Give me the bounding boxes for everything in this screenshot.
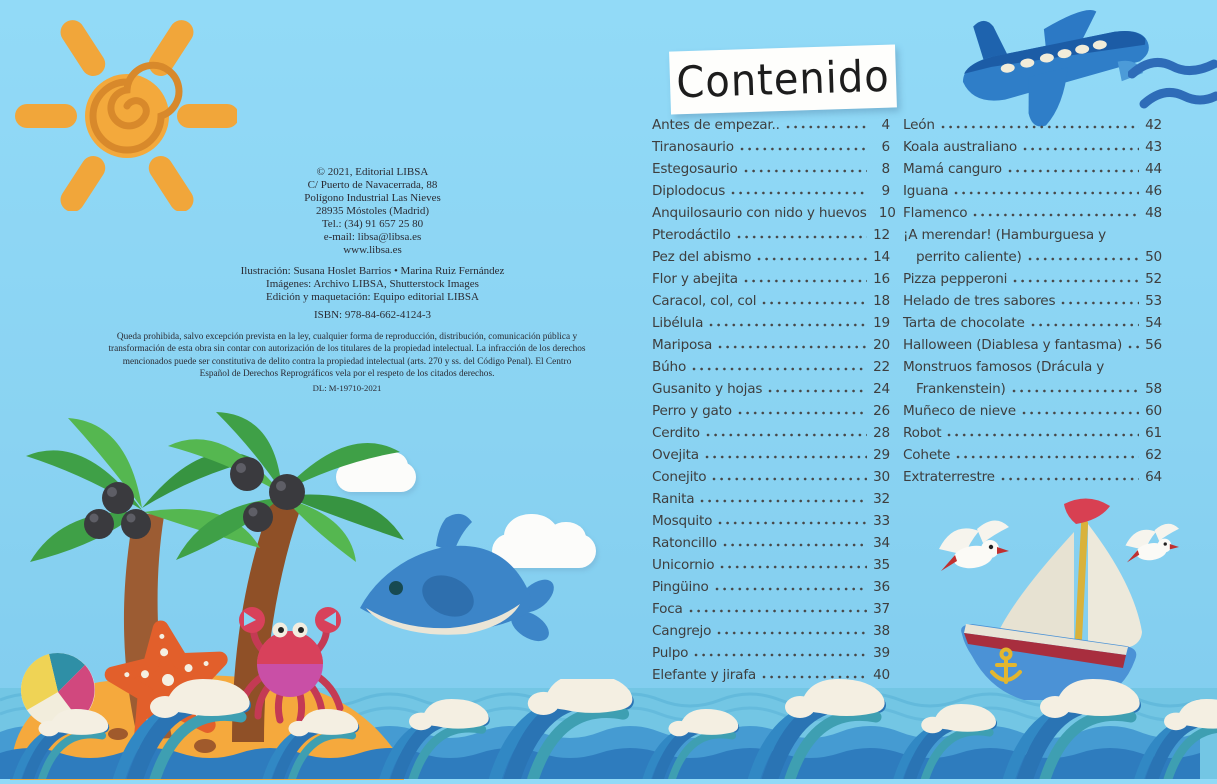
- credits-line: Ilustración: Susana Hoslet Barrios • Marina Ruiz Fernández: [240, 265, 505, 277]
- toc-entry-label: Anquilosaurio con nido y huevos: [652, 205, 867, 221]
- dot-leader: [1031, 323, 1139, 327]
- toc-entry: [652, 375, 890, 397]
- dot-leader: [762, 675, 867, 679]
- dolphin-illustration: [350, 498, 565, 662]
- toc-entry-page: 24: [873, 381, 890, 397]
- toc-entry: [903, 155, 1162, 177]
- toc-entry-label: Ratoncillo: [652, 535, 717, 551]
- toc-entry-label: Foca: [652, 601, 683, 617]
- toc-entry-page: 54: [1145, 315, 1162, 331]
- toc-entry-page: 37: [873, 601, 890, 617]
- toc-entry-page: 30: [873, 469, 890, 485]
- toc-entry: [652, 133, 890, 155]
- legal-line: Español de Derechos Reprográficos vela por el respeto de los citados derechos.: [199, 369, 495, 380]
- dot-leader: [1008, 169, 1139, 173]
- dot-leader: [1012, 389, 1139, 393]
- legal-line: Queda prohibida, salvo excepción prevista en la ley, cualquier forma de reproducción, distribución, comunicación pública y: [116, 332, 578, 342]
- toc-entry-page: 22: [873, 359, 890, 375]
- dot-leader: [715, 587, 867, 591]
- toc-entry-page: 14: [873, 249, 890, 265]
- toc-entry-label: Iguana: [903, 183, 949, 199]
- imprint-line: Tel.: (34) 91 657 25 80: [321, 218, 424, 230]
- toc-entry-page: 29: [873, 447, 890, 463]
- toc-entry-page: 4: [881, 117, 890, 133]
- toc-entry-label: Ranita: [652, 491, 695, 507]
- toc-entry-label: ¡A merendar! (Hamburguesa y: [903, 227, 1106, 243]
- toc-entry-label: Mariposa: [652, 337, 713, 353]
- toc-entry-label: Búho: [652, 359, 687, 375]
- toc-entry-page: 10: [878, 205, 896, 221]
- imprint-line: Polígono Industrial Las Nieves: [304, 192, 441, 204]
- toc-entry: [652, 639, 890, 661]
- toc-entry-page: 61: [1145, 425, 1162, 441]
- toc-entry-label: Helado de tres sabores: [903, 293, 1056, 309]
- toc-entry-label: Cerdito: [652, 425, 700, 441]
- toc-entry-page: 18: [873, 293, 890, 309]
- toc-entry: [903, 419, 1162, 441]
- dot-leader: [947, 433, 1139, 437]
- boat-flag: [1064, 498, 1110, 524]
- toc-entry: [652, 551, 890, 573]
- toc-entry: [652, 309, 890, 331]
- toc-entry-page: 40: [873, 667, 890, 683]
- imprint-line: © 2021, Editorial LIBSA: [316, 166, 429, 178]
- isbn-line: ISBN: 978-84-662-4124-3: [313, 309, 432, 321]
- dot-leader: [1013, 279, 1139, 283]
- toc-entry-label: Libélula: [652, 315, 704, 331]
- toc-entry-label: Mosquito: [652, 513, 713, 529]
- toc-entry-page: 26: [873, 403, 890, 419]
- toc-entry-page: 36: [873, 579, 890, 595]
- toc-entry: [652, 595, 890, 617]
- toc-entry-page: 35: [873, 557, 890, 573]
- toc-entry-page: 58: [1145, 381, 1162, 397]
- toc-entry-label: Caracol, col, col: [652, 293, 757, 309]
- toc-entry: [903, 199, 1162, 221]
- dot-leader: [694, 653, 867, 657]
- toc-entry-page: 43: [1145, 139, 1162, 155]
- toc-entry: [652, 529, 890, 551]
- breaking-waves-illustration: [0, 679, 1217, 783]
- toc-entry-label: Tarta de chocolate: [903, 315, 1025, 331]
- dot-leader: [973, 213, 1139, 217]
- toc-entry: [652, 111, 890, 133]
- dot-leader: [744, 279, 867, 283]
- toc-entry-label: Muñeco de nieve: [903, 403, 1016, 419]
- toc-entry: [652, 199, 896, 221]
- toc-entry-label: Cohete: [903, 447, 951, 463]
- toc-left-column: [652, 111, 896, 683]
- dot-leader: [786, 125, 867, 129]
- toc-entry-page: 48: [1145, 205, 1162, 221]
- toc-entry-label: Koala australiano: [903, 139, 1018, 155]
- toc-entry-page: 28: [873, 425, 890, 441]
- toc-entry-label: Estegosaurio: [652, 161, 738, 177]
- toc-entry-label: Monstruos famosos (Drácula y: [903, 359, 1105, 375]
- credits-line: Edición y maquetación: Equipo editorial LIBSA: [266, 290, 479, 303]
- contents-title-card: [669, 44, 897, 114]
- toc-entry-label: Conejito: [652, 469, 707, 485]
- toc-entry: [652, 661, 890, 683]
- toc-entry-page: 9: [881, 183, 890, 199]
- toc-entry-page: 32: [873, 491, 890, 507]
- credits-block: [150, 265, 595, 304]
- toc-entry: [903, 441, 1162, 463]
- toc-entry-page: 20: [873, 337, 890, 353]
- imprint-line: e-mail: libsa@libsa.es: [323, 231, 422, 243]
- toc-entry: [903, 221, 1162, 265]
- toc-entry: [903, 265, 1162, 287]
- toc-entry-label: Unicornio: [652, 557, 715, 573]
- imprint-line: 28935 Móstoles (Madrid): [315, 205, 430, 217]
- dot-leader: [740, 147, 867, 151]
- dot-leader: [706, 433, 867, 437]
- toc-entry: [652, 155, 890, 177]
- toc-entry: [652, 221, 890, 243]
- toc-entry-page: 52: [1145, 271, 1162, 287]
- toc-entry: [652, 243, 890, 265]
- toc-entry-label: Pez del abismo: [652, 249, 752, 265]
- toc-entry-page: 46: [1145, 183, 1162, 199]
- dot-leader: [723, 543, 867, 547]
- toc-entry: [652, 617, 890, 639]
- toc-entry: [903, 463, 1162, 485]
- dot-leader: [737, 235, 867, 239]
- toc-entry: [903, 287, 1162, 309]
- toc-entry: [903, 397, 1162, 419]
- toc-entry: [903, 111, 1162, 133]
- toc-entry-label: Gusanito y hojas: [652, 381, 763, 397]
- dot-leader: [1023, 147, 1139, 151]
- toc-entry: [652, 419, 890, 441]
- toc-entry: [652, 331, 890, 353]
- dot-leader: [1028, 257, 1139, 261]
- legal-block: [58, 331, 636, 394]
- toc-entry-label: Cangrejo: [652, 623, 712, 639]
- toc-entry-page: 62: [1145, 447, 1162, 463]
- dot-leader: [718, 521, 867, 525]
- toc-entry-page: 34: [873, 535, 890, 551]
- toc-entry-label: Mamá canguro: [903, 161, 1002, 177]
- legal-line: mencionados puede ser constitutiva de delito contra la propiedad intelectual (arts. 270 y ss. del Código Penal). El Centro: [122, 356, 572, 367]
- toc-entry: [652, 353, 890, 375]
- dot-leader: [1001, 477, 1139, 481]
- toc-entry-label: Flor y abejita: [652, 271, 738, 287]
- toc-entry: [903, 331, 1162, 353]
- dot-leader: [744, 169, 867, 173]
- toc-entry-page: 42: [1145, 117, 1162, 133]
- dot-leader: [956, 455, 1139, 459]
- dot-leader: [738, 411, 867, 415]
- toc-entry: [903, 353, 1162, 397]
- toc-entry-page: 53: [1145, 293, 1162, 309]
- dot-leader: [720, 565, 867, 569]
- toc-entry: [652, 463, 890, 485]
- deposit-line: DL: M-19710-2021: [312, 382, 382, 393]
- toc-entry-page: 19: [873, 315, 890, 331]
- toc-entry: [652, 177, 890, 199]
- imprint-block: [150, 166, 595, 257]
- toc-entry: [652, 265, 890, 287]
- seagull-illustration: [933, 513, 1017, 585]
- toc-entry-page: 64: [1145, 469, 1162, 485]
- imprint-line: C/ Puerto de Navacerrada, 88: [307, 179, 438, 191]
- toc-entry: [903, 177, 1162, 199]
- toc-entry: [652, 441, 890, 463]
- toc-entry-page: 33: [873, 513, 890, 529]
- seagull-illustration: [1120, 518, 1186, 574]
- toc-entry-page: 44: [1145, 161, 1162, 177]
- dot-leader: [954, 191, 1139, 195]
- contents-title: Contenido: [675, 51, 891, 108]
- dot-leader: [717, 631, 867, 635]
- toc-entry-label-line2: perrito caliente): [916, 249, 1022, 265]
- toc-entry: [652, 485, 890, 507]
- imprint-line: www.libsa.es: [343, 244, 402, 256]
- toc-entry: [903, 133, 1162, 155]
- toc-right-column: [903, 111, 1162, 485]
- toc-entry-label: Pterodáctilo: [652, 227, 731, 243]
- toc-entry: [652, 287, 890, 309]
- toc-entry-page: 39: [873, 645, 890, 661]
- toc-entry-label: León: [903, 117, 935, 133]
- toc-entry-label: Perro y gato: [652, 403, 732, 419]
- toc-entry-page: 60: [1145, 403, 1162, 419]
- dot-leader: [689, 609, 867, 613]
- toc-entry-label: Extraterrestre: [903, 469, 995, 485]
- toc-entry: [652, 507, 890, 529]
- toc-entry-label: Pingüino: [652, 579, 709, 595]
- toc-entry: [903, 309, 1162, 331]
- toc-entry-label: Robot: [903, 425, 942, 441]
- dot-leader: [768, 389, 867, 393]
- toc-entry-page: 16: [873, 271, 890, 287]
- toc-entry-label: Diplodocus: [652, 183, 726, 199]
- legal-line: transformación de esta obra sin contar con autorización de los titulares de la propiedad intelectual. La infracción de los derechos: [108, 344, 586, 355]
- dot-leader: [1022, 411, 1139, 415]
- dot-leader: [757, 257, 867, 261]
- credits-line: Imágenes: Archivo LIBSA, Shutterstock Images: [266, 277, 479, 290]
- toc-entry: [652, 573, 890, 595]
- toc-entry-label: Tiranosaurio: [652, 139, 734, 155]
- dot-leader: [718, 345, 867, 349]
- toc-entry-label: Pulpo: [652, 645, 689, 661]
- toc-entry-label: Halloween (Diablesa y fantasma): [903, 337, 1123, 353]
- toc-entry-page: 56: [1145, 337, 1162, 353]
- dot-leader: [762, 301, 867, 305]
- dot-leader: [709, 323, 867, 327]
- dot-leader: [1061, 301, 1139, 305]
- dot-leader: [1128, 345, 1139, 349]
- toc-entry-label: Antes de empezar..: [652, 117, 780, 133]
- toc-entry-page: 12: [873, 227, 890, 243]
- toc-entry: [652, 397, 890, 419]
- toc-entry-label: Pizza pepperoni: [903, 271, 1008, 287]
- toc-entry-label-line2: Frankenstein): [916, 381, 1006, 397]
- toc-entry-page: 8: [881, 161, 890, 177]
- dot-leader: [731, 191, 867, 195]
- dot-leader: [692, 367, 867, 371]
- toc-entry-label: Elefante y jirafa: [652, 667, 757, 683]
- dot-leader: [712, 477, 867, 481]
- dot-leader: [705, 455, 867, 459]
- toc-entry-label: Ovejita: [652, 447, 699, 463]
- toc-entry-page: 50: [1145, 249, 1162, 265]
- toc-entry-page: 38: [873, 623, 890, 639]
- dot-leader: [941, 125, 1139, 129]
- toc-entry-label: Flamenco: [903, 205, 968, 221]
- dot-leader: [700, 499, 867, 503]
- toc-entry-page: 6: [881, 139, 890, 155]
